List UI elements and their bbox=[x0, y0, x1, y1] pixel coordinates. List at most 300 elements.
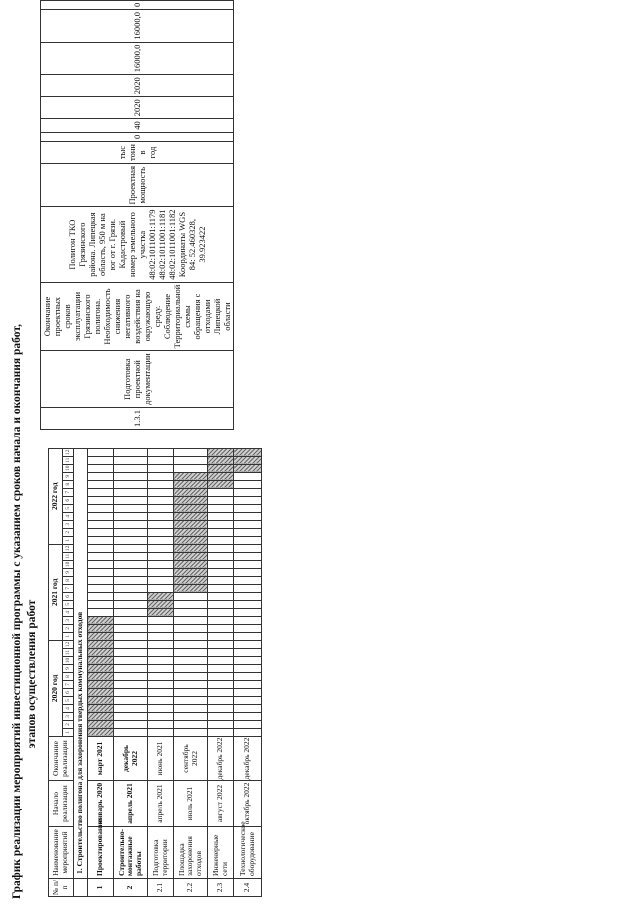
gantt-empty-cell bbox=[114, 448, 148, 456]
gantt-empty-cell bbox=[174, 608, 208, 616]
gantt-empty-cell bbox=[234, 673, 262, 681]
row-name: Технологическое оборудование bbox=[234, 827, 262, 879]
gantt-empty-cell bbox=[208, 665, 234, 673]
gantt-empty-cell bbox=[208, 520, 234, 528]
month-header: 4 bbox=[63, 608, 74, 616]
month-header: 5 bbox=[63, 504, 74, 512]
gantt-empty-cell bbox=[208, 616, 234, 624]
gantt-empty-cell bbox=[88, 488, 114, 496]
gantt-bar-cell bbox=[174, 528, 208, 536]
gantt-empty-cell bbox=[234, 624, 262, 632]
gantt-empty-cell bbox=[114, 488, 148, 496]
gantt-bar-cell bbox=[208, 472, 234, 480]
gantt-bar-cell bbox=[174, 472, 208, 480]
gantt-bar-cell bbox=[234, 448, 262, 456]
gantt-empty-cell bbox=[174, 649, 208, 657]
gantt-empty-cell bbox=[114, 536, 148, 544]
investment-table bbox=[40, 0, 234, 430]
month-header: 6 bbox=[63, 496, 74, 504]
gantt-bar-cell bbox=[88, 721, 114, 729]
gantt-empty-cell bbox=[114, 673, 148, 681]
gantt-empty-cell bbox=[174, 657, 208, 665]
gantt-bar-cell bbox=[88, 681, 114, 689]
month-header: 7 bbox=[63, 584, 74, 592]
gantt-empty-cell bbox=[114, 632, 148, 640]
gantt-bar-cell bbox=[174, 552, 208, 560]
month-header: 12 bbox=[63, 544, 74, 552]
month-header: 11 bbox=[63, 552, 74, 560]
gantt-row bbox=[148, 448, 174, 896]
gantt-empty-cell bbox=[234, 480, 262, 488]
month-header: 4 bbox=[63, 512, 74, 520]
month-header: 9 bbox=[63, 472, 74, 480]
month-header: 10 bbox=[63, 464, 74, 472]
gantt-empty-cell bbox=[174, 729, 208, 737]
gantt-empty-cell bbox=[234, 592, 262, 600]
gantt-empty-cell bbox=[208, 512, 234, 520]
gantt-bar-cell bbox=[174, 568, 208, 576]
gantt-empty-cell bbox=[148, 528, 174, 536]
gantt-empty-cell bbox=[174, 616, 208, 624]
month-header: 6 bbox=[63, 592, 74, 600]
gantt-empty-cell bbox=[208, 705, 234, 713]
gantt-empty-cell bbox=[174, 665, 208, 673]
header-start: Начало реализации bbox=[49, 781, 74, 827]
gantt-empty-cell bbox=[148, 657, 174, 665]
gantt-empty-cell bbox=[208, 584, 234, 592]
gantt-bar-cell bbox=[88, 689, 114, 697]
gantt-empty-cell bbox=[114, 496, 148, 504]
gantt-empty-cell bbox=[174, 713, 208, 721]
month-header: 9 bbox=[63, 665, 74, 673]
gantt-empty-cell bbox=[174, 456, 208, 464]
row-number: 2.4 bbox=[234, 879, 262, 897]
gantt-empty-cell bbox=[148, 649, 174, 657]
gantt-bar-cell bbox=[88, 697, 114, 705]
gantt-empty-cell bbox=[234, 544, 262, 552]
gantt-bar-cell bbox=[174, 488, 208, 496]
gantt-bar-cell bbox=[208, 480, 234, 488]
parameter-name: Проектная мощность bbox=[41, 164, 234, 207]
gantt-empty-cell bbox=[208, 504, 234, 512]
month-header: 4 bbox=[63, 705, 74, 713]
start-year: 2020 bbox=[41, 97, 234, 119]
header-end: Окончание реализации bbox=[49, 737, 74, 781]
gantt-empty-cell bbox=[148, 576, 174, 584]
gantt-bar-cell bbox=[88, 657, 114, 665]
gantt-empty-cell bbox=[234, 512, 262, 520]
gantt-empty-cell bbox=[148, 568, 174, 576]
row-name: Строительно-монтажные работы bbox=[114, 827, 148, 879]
month-header: 8 bbox=[63, 480, 74, 488]
gantt-empty-cell bbox=[234, 632, 262, 640]
gantt-empty-cell bbox=[148, 504, 174, 512]
gantt-empty-cell bbox=[174, 689, 208, 697]
gantt-bar-cell bbox=[88, 705, 114, 713]
gantt-empty-cell bbox=[88, 464, 114, 472]
gantt-empty-cell bbox=[88, 608, 114, 616]
gantt-empty-cell bbox=[234, 729, 262, 737]
gantt-bar-cell bbox=[174, 520, 208, 528]
gantt-empty-cell bbox=[114, 600, 148, 608]
gantt-empty-cell bbox=[174, 448, 208, 456]
gantt-empty-cell bbox=[174, 640, 208, 648]
gantt-empty-cell bbox=[114, 608, 148, 616]
gantt-empty-cell bbox=[114, 592, 148, 600]
gantt-empty-cell bbox=[234, 560, 262, 568]
gantt-empty-cell bbox=[88, 504, 114, 512]
row-start: октябрь 2022 bbox=[234, 781, 262, 827]
value-after: 40 bbox=[41, 119, 234, 133]
section-number-cell bbox=[74, 879, 88, 897]
month-header: 3 bbox=[63, 616, 74, 624]
gantt-empty-cell bbox=[148, 673, 174, 681]
gantt-empty-cell bbox=[148, 697, 174, 705]
gantt-empty-cell bbox=[234, 705, 262, 713]
gantt-empty-cell bbox=[114, 705, 148, 713]
gantt-empty-cell bbox=[148, 729, 174, 737]
row-end: декабрь 2022 bbox=[234, 737, 262, 781]
gantt-empty-cell bbox=[114, 729, 148, 737]
gantt-empty-cell bbox=[88, 576, 114, 584]
gantt-empty-cell bbox=[148, 689, 174, 697]
month-header: 5 bbox=[63, 600, 74, 608]
gantt-empty-cell bbox=[148, 456, 174, 464]
row-number: 1.3.1 bbox=[41, 408, 234, 430]
month-header: 11 bbox=[63, 456, 74, 464]
gantt-bar-cell bbox=[148, 592, 174, 600]
gantt-empty-cell bbox=[208, 681, 234, 689]
gantt-empty-cell bbox=[88, 568, 114, 576]
parameter-unit: тыс тонн в год bbox=[41, 142, 234, 164]
gantt-bar-cell bbox=[88, 649, 114, 657]
gantt-empty-cell bbox=[114, 480, 148, 488]
row-name: Проектирование bbox=[88, 827, 114, 879]
gantt-bar-cell bbox=[174, 544, 208, 552]
gantt-empty-cell bbox=[174, 681, 208, 689]
gantt-empty-cell bbox=[208, 576, 234, 584]
gantt-empty-cell bbox=[114, 713, 148, 721]
gantt-empty-cell bbox=[114, 616, 148, 624]
gantt-bar-cell bbox=[174, 512, 208, 520]
month-header: 5 bbox=[63, 697, 74, 705]
gantt-bar-cell bbox=[88, 624, 114, 632]
gantt-bar-cell bbox=[174, 480, 208, 488]
gantt-empty-cell bbox=[114, 657, 148, 665]
investment-table-fragment bbox=[0, 0, 640, 440]
row-number: 2 bbox=[114, 879, 148, 897]
section-heading: 1. Строительство полигона для захоронения твердых коммунальных отходов bbox=[74, 448, 88, 878]
gantt-empty-cell bbox=[114, 528, 148, 536]
header-name: Наименование мероприятий bbox=[49, 827, 74, 879]
measure-location: Полигон ТКО Грязинского района. Липецкая область, 950 м на юг от г. Грязи. Кадастровый номер земельного участка 48:02:1011001:1179 48:02:1011001:1181 48:02:1011001:1182 Координаты WGS 84: 52.460328, 39.923422 bbox=[41, 207, 234, 282]
row-number: 2.2 bbox=[174, 879, 208, 897]
gantt-empty-cell bbox=[234, 576, 262, 584]
gantt-empty-cell bbox=[234, 649, 262, 657]
gantt-empty-cell bbox=[114, 624, 148, 632]
gantt-empty-cell bbox=[114, 504, 148, 512]
gantt-bar-cell bbox=[208, 456, 234, 464]
gantt-empty-cell bbox=[208, 592, 234, 600]
gantt-empty-cell bbox=[88, 560, 114, 568]
gantt-empty-cell bbox=[208, 624, 234, 632]
year-2022: 2022 год bbox=[49, 448, 63, 544]
gantt-empty-cell bbox=[114, 544, 148, 552]
gantt-bar-cell bbox=[88, 632, 114, 640]
row-end: сентябрь 2022 bbox=[174, 737, 208, 781]
gantt-empty-cell bbox=[174, 697, 208, 705]
gantt-empty-cell bbox=[234, 665, 262, 673]
gantt-empty-cell bbox=[148, 640, 174, 648]
gantt-bar-cell bbox=[174, 560, 208, 568]
gantt-bar-cell bbox=[174, 536, 208, 544]
month-header: 3 bbox=[63, 713, 74, 721]
gantt-empty-cell bbox=[148, 616, 174, 624]
gantt-empty-cell bbox=[114, 640, 148, 648]
gantt-empty-cell bbox=[208, 657, 234, 665]
gantt-empty-cell bbox=[114, 681, 148, 689]
gantt-bar-cell bbox=[234, 464, 262, 472]
gantt-empty-cell bbox=[174, 464, 208, 472]
gantt-empty-cell bbox=[114, 665, 148, 673]
gantt-empty-cell bbox=[234, 528, 262, 536]
gantt-empty-cell bbox=[148, 665, 174, 673]
gantt-empty-cell bbox=[174, 705, 208, 713]
month-header: 8 bbox=[63, 673, 74, 681]
gantt-empty-cell bbox=[114, 584, 148, 592]
gantt-empty-cell bbox=[148, 520, 174, 528]
gantt-empty-cell bbox=[114, 552, 148, 560]
month-header: 6 bbox=[63, 689, 74, 697]
month-header: 10 bbox=[63, 657, 74, 665]
gantt-bar-cell bbox=[148, 600, 174, 608]
gantt-empty-cell bbox=[148, 512, 174, 520]
row-number: 2.1 bbox=[148, 879, 174, 897]
gantt-bar-cell bbox=[234, 456, 262, 464]
row-start: апрель 2021 bbox=[114, 781, 148, 827]
row-name: Подготовка территории bbox=[148, 827, 174, 879]
gantt-bar-cell bbox=[208, 464, 234, 472]
gantt-empty-cell bbox=[148, 713, 174, 721]
gantt-empty-cell bbox=[148, 632, 174, 640]
gantt-empty-cell bbox=[208, 568, 234, 576]
month-header: 3 bbox=[63, 520, 74, 528]
gantt-empty-cell bbox=[174, 632, 208, 640]
gantt-empty-cell bbox=[234, 657, 262, 665]
row-end: июнь 2021 bbox=[148, 737, 174, 781]
gantt-empty-cell bbox=[208, 713, 234, 721]
gantt-empty-cell bbox=[174, 673, 208, 681]
gantt-empty-cell bbox=[208, 488, 234, 496]
month-header: 10 bbox=[63, 560, 74, 568]
row-start: июль 2021 bbox=[174, 781, 208, 827]
month-header: 7 bbox=[63, 681, 74, 689]
gantt-empty-cell bbox=[208, 632, 234, 640]
gantt-empty-cell bbox=[148, 544, 174, 552]
value-before: 0 bbox=[41, 132, 234, 141]
gantt-empty-cell bbox=[234, 608, 262, 616]
gantt-empty-cell bbox=[88, 544, 114, 552]
gantt-empty-cell bbox=[148, 472, 174, 480]
gantt-empty-cell bbox=[234, 504, 262, 512]
gantt-empty-cell bbox=[234, 600, 262, 608]
gantt-empty-cell bbox=[208, 544, 234, 552]
gantt-empty-cell bbox=[114, 464, 148, 472]
gantt-empty-cell bbox=[174, 624, 208, 632]
gantt-empty-cell bbox=[208, 649, 234, 657]
gantt-empty-cell bbox=[208, 640, 234, 648]
gantt-empty-cell bbox=[114, 576, 148, 584]
gantt-bar-cell bbox=[174, 496, 208, 504]
gantt-empty-cell bbox=[148, 488, 174, 496]
gantt-bar-cell bbox=[174, 504, 208, 512]
gantt-bar-cell bbox=[88, 673, 114, 681]
gantt-empty-cell bbox=[234, 472, 262, 480]
gantt-empty-cell bbox=[208, 721, 234, 729]
gantt-empty-cell bbox=[234, 496, 262, 504]
month-header: 12 bbox=[63, 448, 74, 456]
gantt-empty-cell bbox=[148, 464, 174, 472]
gantt-bar-cell bbox=[88, 640, 114, 648]
gantt-empty-cell bbox=[234, 713, 262, 721]
gantt-empty-cell bbox=[88, 512, 114, 520]
gantt-empty-cell bbox=[148, 721, 174, 729]
gantt-empty-cell bbox=[234, 520, 262, 528]
year-2021: 2021 год bbox=[49, 544, 63, 640]
gantt-empty-cell bbox=[234, 616, 262, 624]
gantt-empty-cell bbox=[208, 496, 234, 504]
gantt-empty-cell bbox=[234, 488, 262, 496]
row-start: август 2022 bbox=[208, 781, 234, 827]
gantt-empty-cell bbox=[88, 528, 114, 536]
gantt-empty-cell bbox=[114, 568, 148, 576]
gantt-empty-cell bbox=[114, 456, 148, 464]
row-number: 2.3 bbox=[208, 879, 234, 897]
gantt-empty-cell bbox=[148, 560, 174, 568]
gantt-bar-cell bbox=[88, 665, 114, 673]
gantt-empty-cell bbox=[148, 536, 174, 544]
row-end: март 2021 bbox=[88, 737, 114, 781]
gantt-bar-cell bbox=[88, 713, 114, 721]
gantt-empty-cell bbox=[88, 480, 114, 488]
gantt-empty-cell bbox=[114, 697, 148, 705]
gantt-empty-cell bbox=[234, 584, 262, 592]
measure-name: Подготовка проектной документации bbox=[41, 351, 234, 408]
gantt-empty-cell bbox=[88, 592, 114, 600]
row-start: январь 2020 bbox=[88, 781, 114, 827]
month-header: 1 bbox=[63, 632, 74, 640]
gantt-row bbox=[88, 448, 114, 896]
schedule-title bbox=[10, 323, 40, 899]
gantt-empty-cell bbox=[234, 536, 262, 544]
gantt-empty-cell bbox=[114, 472, 148, 480]
header-number: № п/п bbox=[49, 879, 74, 897]
gantt-empty-cell bbox=[234, 552, 262, 560]
month-header: 9 bbox=[63, 568, 74, 576]
cost-2020: 16000,0 bbox=[41, 10, 234, 43]
gantt-empty-cell bbox=[148, 496, 174, 504]
gantt-empty-cell bbox=[88, 600, 114, 608]
gantt-empty-cell bbox=[114, 520, 148, 528]
month-header: 11 bbox=[63, 649, 74, 657]
row-number: 1 bbox=[88, 879, 114, 897]
gantt-empty-cell bbox=[208, 689, 234, 697]
gantt-empty-cell bbox=[174, 600, 208, 608]
gantt-empty-cell bbox=[234, 721, 262, 729]
row-start: апрель 2021 bbox=[148, 781, 174, 827]
cost-total: 16000,0 bbox=[41, 42, 234, 75]
gantt-empty-cell bbox=[88, 520, 114, 528]
month-header: 2 bbox=[63, 624, 74, 632]
gantt-empty-cell bbox=[88, 552, 114, 560]
gantt-empty-cell bbox=[208, 552, 234, 560]
gantt-bar-cell bbox=[174, 576, 208, 584]
gantt-empty-cell bbox=[208, 608, 234, 616]
gantt-row bbox=[208, 448, 234, 896]
end-year: 2020 bbox=[41, 75, 234, 97]
gantt-empty-cell bbox=[88, 456, 114, 464]
gantt-empty-cell bbox=[148, 681, 174, 689]
year-2020: 2020 год bbox=[49, 640, 63, 736]
gantt-row bbox=[234, 448, 262, 896]
gantt-empty-cell bbox=[208, 729, 234, 737]
gantt-empty-cell bbox=[88, 584, 114, 592]
gantt-empty-cell bbox=[148, 705, 174, 713]
row-end: декабрь 2022 bbox=[208, 737, 234, 781]
gantt-empty-cell bbox=[174, 721, 208, 729]
gantt-empty-cell bbox=[148, 552, 174, 560]
schedule-title-line-1: График реализации мероприятий инвестиционной программы с указанием сроков начала и окончания работ, bbox=[11, 323, 23, 899]
financing-1: 0 bbox=[41, 0, 234, 9]
month-header: 8 bbox=[63, 576, 74, 584]
gantt-empty-cell bbox=[114, 649, 148, 657]
gantt-empty-cell bbox=[208, 528, 234, 536]
gantt-empty-cell bbox=[234, 568, 262, 576]
gantt-empty-cell bbox=[208, 536, 234, 544]
gantt-empty-cell bbox=[208, 673, 234, 681]
gantt-bar-cell bbox=[208, 448, 234, 456]
month-header: 2 bbox=[63, 528, 74, 536]
gantt-empty-cell bbox=[148, 624, 174, 632]
gantt-bar-cell bbox=[174, 584, 208, 592]
gantt-empty-cell bbox=[148, 448, 174, 456]
row-name: Площадка захоронения отходов bbox=[174, 827, 208, 879]
gantt-empty-cell bbox=[234, 689, 262, 697]
month-header: 2 bbox=[63, 721, 74, 729]
gantt-bar-cell bbox=[88, 616, 114, 624]
gantt-empty-cell bbox=[208, 600, 234, 608]
gantt-table bbox=[48, 448, 262, 897]
gantt-empty-cell bbox=[208, 697, 234, 705]
gantt-empty-cell bbox=[208, 560, 234, 568]
gantt-empty-cell bbox=[88, 472, 114, 480]
gantt-bar-cell bbox=[148, 608, 174, 616]
gantt-empty-cell bbox=[174, 592, 208, 600]
gantt-row bbox=[114, 448, 148, 896]
gantt-empty-cell bbox=[114, 721, 148, 729]
gantt-empty-cell bbox=[88, 448, 114, 456]
gantt-empty-cell bbox=[88, 496, 114, 504]
gantt-empty-cell bbox=[234, 697, 262, 705]
row-name: Инженерные сети bbox=[208, 827, 234, 879]
row-end: декабрь 2022 bbox=[114, 737, 148, 781]
gantt-row bbox=[174, 448, 208, 896]
gantt-empty-cell bbox=[148, 584, 174, 592]
gantt-empty-cell bbox=[148, 480, 174, 488]
gantt-empty-cell bbox=[88, 536, 114, 544]
measure-purpose: Окончание проектных сроков эксплуатации Грязинского полигона. Необходимость снижения негативного воздействия на окружающую среду. Соблюдение Территориальной схемы обращения с отходами Липецкой области bbox=[41, 282, 234, 351]
month-header: 1 bbox=[63, 536, 74, 544]
